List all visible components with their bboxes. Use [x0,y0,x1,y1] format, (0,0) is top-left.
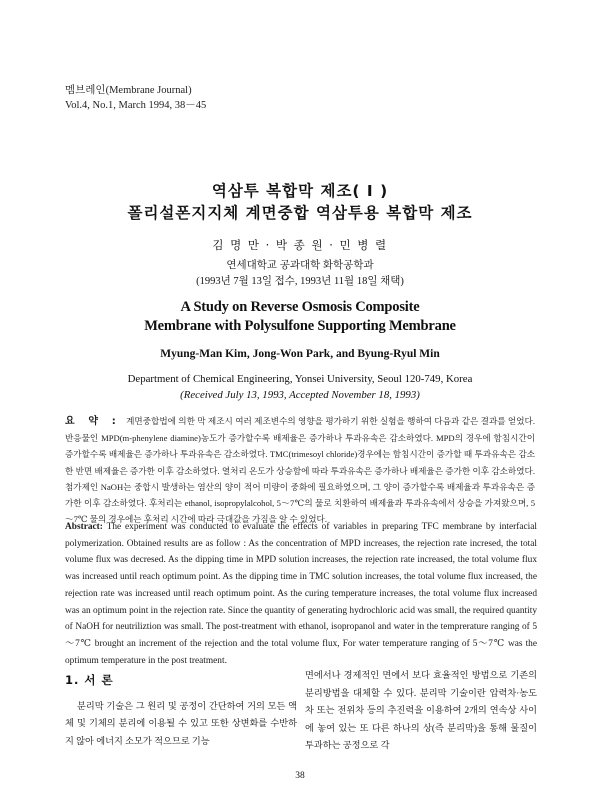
english-affiliation-block [0,371,600,403]
korean-authors: 김 명 만 · 박 종 원 · 민 병 렬 [212,238,388,252]
korean-abstract-label: 요 약 : [65,416,121,427]
korean-title-line-2: 폴리설폰지지체 계면중합 역삼투용 복합막 제조 [127,204,473,222]
body-column-right [305,667,537,755]
english-title-line-1: A Study on Reverse Osmosis Composite [180,299,420,315]
page-number: 38 [295,771,305,781]
journal-header [65,83,206,113]
journal-volume: Vol.4, No.1, March 1994, 38－45 [65,100,207,111]
english-title-line-2: Membrane with Polysulfone Supporting Membrane [144,318,456,334]
body-column-left [65,672,297,750]
korean-affiliation: 연세대학교 공과대학 화학공학과 [226,260,374,271]
english-abstract-label: Abstract: [65,522,103,532]
korean-affiliation-block [0,258,600,290]
english-abstract [65,519,537,669]
korean-abstract [65,413,535,527]
received-dates: (Received July 13, 1993, Accepted November 18, 1993) [180,389,420,401]
section-heading: 1. 서 론 [65,673,114,687]
english-authors: Myung-Man Kim, Jong-Won Park, and Byung-Ryul Min [160,348,440,360]
korean-dates: (1993년 7월 13일 접수, 1993년 11월 18일 채택) [196,276,404,287]
body-paragraph-left: 분리막 기술은 그 원리 및 공정이 간단하여 거의 모든 액체 및 기체의 분리에 이용될 수 있고 또한 상변화를 수반하지 않아 에너지 소모가 적으므로 기능 [65,700,297,746]
journal-name: 멤브레인(Membrane Journal) [65,85,192,96]
english-affiliation: Department of Chemical Engineering, Yonsei University, Seoul 120-749, Korea [127,373,473,385]
body-paragraph-right: 면에서나 경제적인 면에서 보다 효율적인 방법으로 기존의 분리방법을 대체할 수 있다. 분리막 기술이란 압력차·농도차 또는 전위차 등의 추진력을 이용하여 2개의 연속상 사이에 놓여 있는 또 다른 하나의 상(즉 분리막)을 통해 물질이 투과하는 공정으로 각 [305,670,537,750]
korean-abstract-text: 계면중합법에 의한 막 제조시 여러 제조변수의 영향을 평가하기 위한 실험을 행하여 다음과 같은 결과를 얻었다. 반응물인 MPD(m-phenylene diamine)농도가 증가할수록 배제율은 증가하나 투과유속은 감소하였다. MPD의 경우에 함침시간이 증가할수록 배제율은 증가하나 투과유속은 감소하였다. TMC(trimesoyl chloride)경우에는 함침시간이 증가할 때 투과유속은 감소한 반면 배제율은 증가한 이후 감소하였다. 열처리 온도가 상승함에 따라 투과유속은 증가하나 배제율은 증가한 이후 감소하였다. 첨가제인 NaOH는 중합시 발생하는 염산의 양이 적어 미량이 중화에 필요하였으며, 그 양이 증가할수록 배제율과 투과유속은 증가한 이후 감소하였다. 후처리는 ethanol, isopropylalcohol, 5～7℃의 물로 치환하여 배제율과 투과유속에서 상승을 가져왔으며, 5～7℃ 물의 경우에는 후처리 시간에 따라 극대값을 가짐을 알 수 있었다. [65,416,535,525]
korean-title-line-1: 역삼투 복합막 제조( I ) [211,182,389,200]
english-abstract-text: The experiment was conducted to evaluate the effects of variables in preparing TFC membrane by interfacial polymerization. Obtained results are as follow : As the concentration of MPD increases, the rejection rate incresed, the total volume flux was decresed. As the dipping time in MPD solution increases, the rejection rate increased, the total volume flux was increased until reach optimum point. As the dipping time in TMC solution increases, the total volume flux increased, the rejection rate was increased until reach optimum point. As the curing temperature increases, the total volume flux increased was an optimum point in the rejection rate. Since the quantity of generating hydrochloric acid was small, the required quantity of NaOH for neutriliztion was small. The post-treatment with ethanol, isopropanol and water in the temprerature ranging of 5～7℃ brought an increment of the rejection and the total volume flux, For water temperature ranging of 5～7℃ was the optimum temperature in the post treatment. [65,522,538,666]
